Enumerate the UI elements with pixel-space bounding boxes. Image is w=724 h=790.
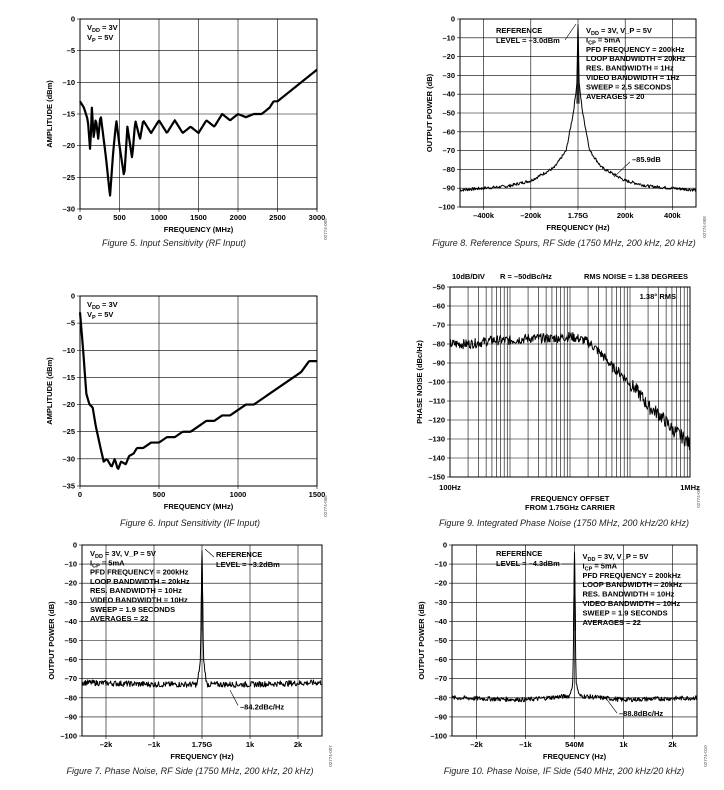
x-tick-label: 540M — [565, 740, 584, 749]
y-tick-label: –80 — [432, 339, 445, 349]
x-tick-label: –2k — [470, 740, 483, 749]
y-tick-label: –50 — [64, 636, 77, 645]
subscript: DD — [92, 305, 100, 311]
figure-id: 02774-007 — [328, 745, 333, 767]
x-tick-label: 1k — [619, 740, 628, 749]
x-tick-label: 500 — [113, 213, 126, 222]
annotation: LOOP BANDWIDTH = 20kHz — [90, 576, 190, 586]
x-tick-label: 100Hz — [439, 483, 461, 492]
y-tick-label: –15 — [62, 372, 75, 382]
fig10-chart — [417, 541, 708, 777]
fig5-chart — [45, 15, 328, 249]
annotation: $V_P = 5V$ — [87, 33, 114, 44]
annotation: LOOP BANDWIDTH = 20kHz — [586, 54, 686, 64]
text-rest: = 5mA — [592, 561, 618, 571]
subscript: P — [92, 38, 96, 44]
annotation: AVERAGES = 20 — [586, 91, 645, 101]
x-axis-label: FREQUENCY OFFSET — [530, 494, 610, 503]
y-tick-label: –100 — [438, 202, 455, 212]
subscript: DD — [587, 557, 596, 563]
annotation: RES. BANDWIDTH = 10Hz — [90, 586, 182, 596]
x-tick-label: 200k — [616, 211, 634, 220]
y-tick-label: –30 — [62, 454, 75, 464]
y-tick-label: 0 — [70, 14, 75, 24]
annotation: REFERENCE — [496, 26, 543, 35]
x-tick-label: 1.75G — [191, 740, 213, 749]
y-tick-label: –70 — [442, 146, 455, 156]
annotation: $V_{DD} = 3V$ — [87, 300, 118, 311]
y-tick-label: –40 — [434, 616, 447, 626]
figure-id: 02774-008 — [702, 216, 707, 238]
x-tick-label: 1000 — [229, 490, 247, 499]
annotation: –88.8dBc/Hz — [619, 709, 664, 719]
annotation: LEVEL = –3.2dBm — [216, 560, 280, 569]
annotation: VIDEO BANDWIDTH = 10Hz — [582, 599, 681, 608]
y-tick-label: –20 — [442, 52, 455, 62]
x-axis-label: FREQUENCY (MHz) — [163, 502, 234, 511]
leader-line — [607, 700, 617, 713]
x-tick-label: 2k — [293, 740, 303, 749]
annotation: AVERAGES = 22 — [90, 614, 149, 624]
y-tick-label: –130 — [428, 434, 445, 444]
x-tick-label: –1k — [519, 740, 532, 749]
annotation: RES. BANDWIDTH = 10Hz — [582, 589, 675, 599]
y-tick-label: –70 — [64, 674, 77, 684]
figure-caption: Figure 9. Integrated Phase Noise (1750 MHz, 200 kHz/20 kHz) — [438, 518, 690, 528]
y-tick-label: –120 — [428, 415, 445, 425]
y-tick-label: –40 — [442, 89, 455, 99]
x-tick-label: 1500 — [190, 213, 207, 222]
y-tick-label: –20 — [62, 400, 75, 410]
x-axis-label: FREQUENCY (Hz) — [170, 752, 234, 761]
x-tick-label: 500 — [152, 490, 166, 499]
x-tick-label: 0 — [77, 213, 83, 222]
y-tick-label: –70 — [432, 320, 445, 330]
subscript: CP — [92, 563, 100, 570]
fig8-chart — [425, 15, 707, 249]
y-tick-label: 0 — [442, 540, 447, 550]
figure-caption: Figure 7. Phase Noise, RF Side (1750 MHz, 200 kHz, 20 kHz) — [66, 766, 314, 776]
y-tick-label: –15 — [62, 109, 75, 119]
y-tick-label: –80 — [442, 164, 455, 174]
header-ref: R = –50dBc/Hz — [500, 272, 552, 281]
x-tick-label: –1k — [147, 740, 161, 749]
figure-id: 02774-010 — [703, 745, 708, 767]
y-tick-label: –80 — [434, 693, 447, 703]
y-tick-label: –10 — [442, 33, 455, 43]
y-tick-label: –30 — [64, 597, 77, 607]
x-tick-label: –2k — [99, 740, 113, 749]
y-tick-label: 0 — [72, 540, 77, 550]
annotation: AVERAGES = 22 — [582, 617, 641, 627]
annotation: PFD FREQUENCY = 200kHz — [582, 570, 681, 580]
annotation: RES. BANDWIDTH = 1Hz — [586, 63, 674, 73]
subscript: DD — [92, 28, 100, 34]
figure-caption: Figure 6. Input Sensitivity (IF Input) — [120, 518, 260, 528]
text-rest: = 3V, V_P = 5V — [595, 552, 649, 561]
y-tick-label: –10 — [62, 77, 75, 87]
annotation: SWEEP = 1.9 SECONDS — [90, 604, 176, 614]
y-tick-label: –110 — [428, 396, 445, 406]
y-axis-label: AMPLITUDE (dBm) — [45, 80, 54, 148]
x-tick-label: 2k — [668, 740, 677, 749]
x-tick-label: 1000 — [150, 213, 168, 222]
data-series-line — [80, 312, 317, 468]
y-tick-label: –60 — [64, 655, 77, 665]
y-tick-label: –10 — [64, 559, 77, 569]
text-rest: = 5V — [95, 310, 114, 319]
text-rest: = 5mA — [99, 558, 125, 568]
text-rest: = 5mA — [595, 35, 621, 45]
y-tick-label: –10 — [434, 559, 447, 569]
y-tick-label: –60 — [442, 127, 455, 137]
y-tick-label: –90 — [64, 712, 77, 722]
figure-id: 02774-006 — [323, 495, 328, 517]
fig6-chart — [45, 292, 328, 529]
y-tick-label: –50 — [432, 282, 445, 292]
y-tick-label: –20 — [62, 141, 75, 151]
annotation: SWEEP = 2.5 SECONDS — [586, 82, 672, 92]
annotation: LEVEL = –3.0dBm — [496, 36, 560, 45]
subscript: P — [92, 315, 96, 321]
annotation: $I_{CP} = 5mA$ — [582, 561, 618, 573]
figure-id: 02774-005 — [323, 218, 328, 240]
y-tick-label: –20 — [64, 578, 77, 588]
x-tick-label: 1k — [245, 740, 255, 749]
fig7-chart — [47, 541, 333, 777]
header-rms: RMS NOISE = 1.38 DEGREES — [584, 272, 688, 281]
y-tick-label: –60 — [432, 301, 445, 311]
y-tick-label: –100 — [60, 731, 77, 741]
annotation: PFD FREQUENCY = 200kHz — [586, 44, 685, 54]
annotation: 1.38° RMS — [639, 292, 676, 301]
text-rest: = 3V — [99, 23, 118, 32]
x-tick-label: 3000 — [308, 213, 326, 222]
y-tick-label: –100 — [428, 377, 445, 387]
y-tick-label: –90 — [434, 712, 447, 722]
y-axis-label: OUTPUT POWER (dB) — [417, 601, 426, 680]
y-tick-label: –25 — [62, 172, 75, 182]
annotation: $V_{DD} = 3V$, V_P = 5V — [90, 549, 156, 560]
subscript: CP — [588, 40, 596, 47]
y-tick-label: –20 — [434, 578, 447, 588]
annotation: –84.2dBc/Hz — [240, 702, 285, 712]
annotation: PFD FREQUENCY = 200kHz — [90, 567, 189, 577]
text-rest: = 3V, V_P = 5V — [598, 26, 652, 35]
y-tick-label: –50 — [442, 108, 455, 118]
x-tick-label: –200k — [520, 211, 542, 220]
y-tick-label: –35 — [62, 481, 75, 491]
y-axis-label: OUTPUT POWER (dB) — [47, 601, 56, 680]
text-rest: = 3V — [99, 300, 118, 309]
y-tick-label: –90 — [432, 358, 445, 368]
subscript: DD — [591, 31, 599, 37]
figure-caption: Figure 5. Input Sensitivity (RF Input) — [102, 238, 246, 248]
annotation: LOOP BANDWIDTH = 20kHz — [582, 580, 683, 590]
subscript: CP — [584, 566, 593, 573]
y-tick-label: –10 — [62, 345, 75, 355]
text-rest: = 3V, V_P = 5V — [102, 549, 156, 558]
y-tick-label: –60 — [434, 655, 447, 665]
annotation: VIDEO BANDWIDTH = 1Hz — [586, 73, 680, 82]
plot-frame — [80, 296, 317, 486]
y-axis-label: OUTPUT POWER (dB) — [425, 73, 434, 153]
figure-caption: Figure 8. Reference Spurs, RF Side (1750 MHz, 200 kHz, 20 kHz) — [432, 238, 696, 248]
annotation: $I_{CP} = 5mA$ — [586, 35, 621, 47]
annotation: $V_{DD} = 3V$ — [87, 23, 118, 34]
y-tick-label: –80 — [64, 693, 77, 703]
y-tick-label: –140 — [428, 453, 445, 463]
fig9-chart — [415, 272, 701, 528]
y-tick-label: –90 — [442, 183, 455, 193]
subscript: DD — [95, 554, 103, 560]
y-tick-label: –30 — [62, 204, 75, 214]
annotation: $I_{CP} = 5mA$ — [90, 558, 125, 570]
x-axis-label: FREQUENCY (Hz) — [546, 223, 610, 232]
x-axis-label: FREQUENCY (Hz) — [542, 752, 607, 761]
x-tick-label: 1.75G — [567, 211, 589, 220]
y-tick-label: –50 — [434, 636, 447, 645]
x-tick-label: 2500 — [269, 213, 286, 222]
y-tick-label: –40 — [64, 616, 77, 626]
y-tick-label: –30 — [442, 70, 455, 80]
y-tick-label: –30 — [434, 597, 447, 607]
text-rest: = 5V — [95, 33, 114, 42]
y-tick-label: –5 — [66, 318, 75, 328]
annotation: VIDEO BANDWIDTH = 10Hz — [90, 595, 188, 605]
leader-line — [205, 549, 214, 557]
annotation: $V_{DD} = 3V$, V_P = 5V — [582, 552, 649, 563]
x-axis-label-2: FROM 1.75GHz CARRIER — [524, 503, 616, 512]
x-tick-label: –400k — [473, 211, 495, 220]
x-tick-label: 2000 — [229, 213, 247, 222]
header-scale: 10dB/DIV — [452, 272, 485, 281]
x-axis-label: FREQUENCY (MHz) — [163, 225, 234, 234]
y-axis-label: PHASE NOISE (dBc/Hz) — [415, 340, 424, 424]
annotation: REFERENCE — [496, 549, 543, 558]
y-tick-label: –5 — [66, 46, 75, 56]
x-tick-label: 400k — [664, 211, 681, 220]
y-tick-label: 0 — [450, 14, 455, 24]
annotation: –85.9dB — [632, 155, 661, 164]
y-tick-label: –150 — [428, 472, 445, 482]
y-axis-label: AMPLITUDE (dBm) — [45, 357, 54, 425]
y-tick-label: 0 — [70, 291, 75, 301]
y-tick-label: –25 — [62, 427, 75, 437]
annotation: $V_P = 5V$ — [87, 310, 114, 321]
x-tick-label: 1500 — [308, 490, 326, 499]
annotation: SWEEP = 1.9 SECONDS — [582, 608, 668, 618]
figure-id: 02774-009 — [696, 486, 701, 508]
x-tick-label: 0 — [77, 490, 83, 499]
annotation: LEVEL = –4.3dBm — [496, 559, 560, 568]
figure-caption: Figure 10. Phase Noise, IF Side (540 MHz, 200 kHz/20 kHz) — [443, 766, 685, 776]
y-tick-label: –70 — [434, 674, 447, 684]
y-tick-label: –100 — [430, 731, 447, 741]
annotation: $V_{DD} = 3V$, V_P = 5V — [586, 26, 652, 37]
annotation: REFERENCE — [216, 550, 263, 559]
x-tick-label: 1MHz — [680, 483, 700, 492]
